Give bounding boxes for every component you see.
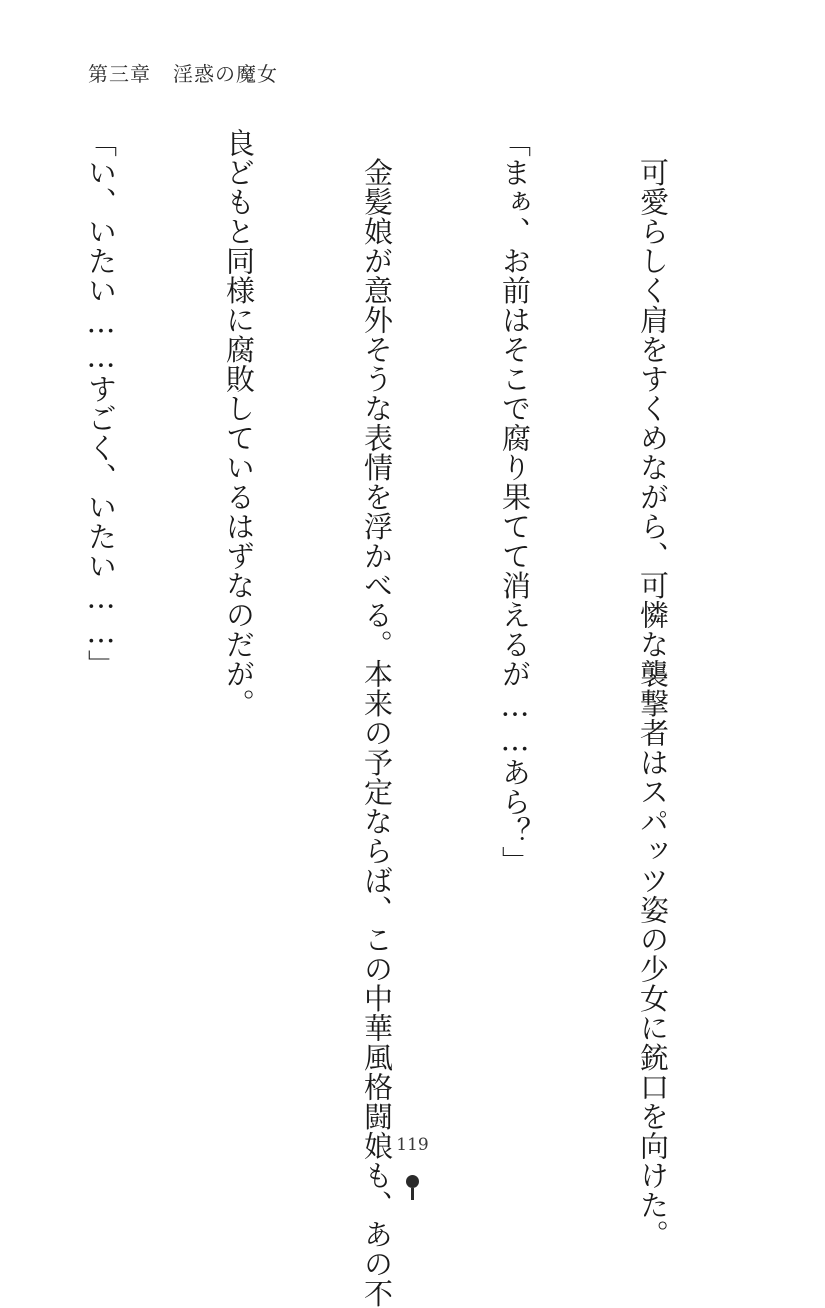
page-number: 119	[396, 1135, 429, 1155]
page-marker-dot	[406, 1175, 419, 1188]
text-line: 可愛らしく肩をすくめながら、可憐な襲撃者はスパッツ姿の少女に銃口を向けた。	[636, 128, 670, 1249]
text-line: 「い、いたい……すごく、いたい……」	[84, 128, 118, 679]
chapter-label: 第三章	[88, 62, 151, 86]
text-line: 良どもと同様に腐敗しているはずなのだが。	[222, 128, 256, 718]
chapter-title: 淫惑の魔女	[173, 62, 278, 86]
page-marker-stem	[411, 1188, 414, 1200]
text-line: 「まぁ、お前はそこで腐り果てて消えるが……あら？」	[498, 128, 532, 876]
chapter-header	[88, 58, 278, 87]
text-line: 金髪娘が意外そうな表情を浮かべる。本来の予定ならば、この中華風格闘娘も、あの不	[360, 128, 394, 1308]
